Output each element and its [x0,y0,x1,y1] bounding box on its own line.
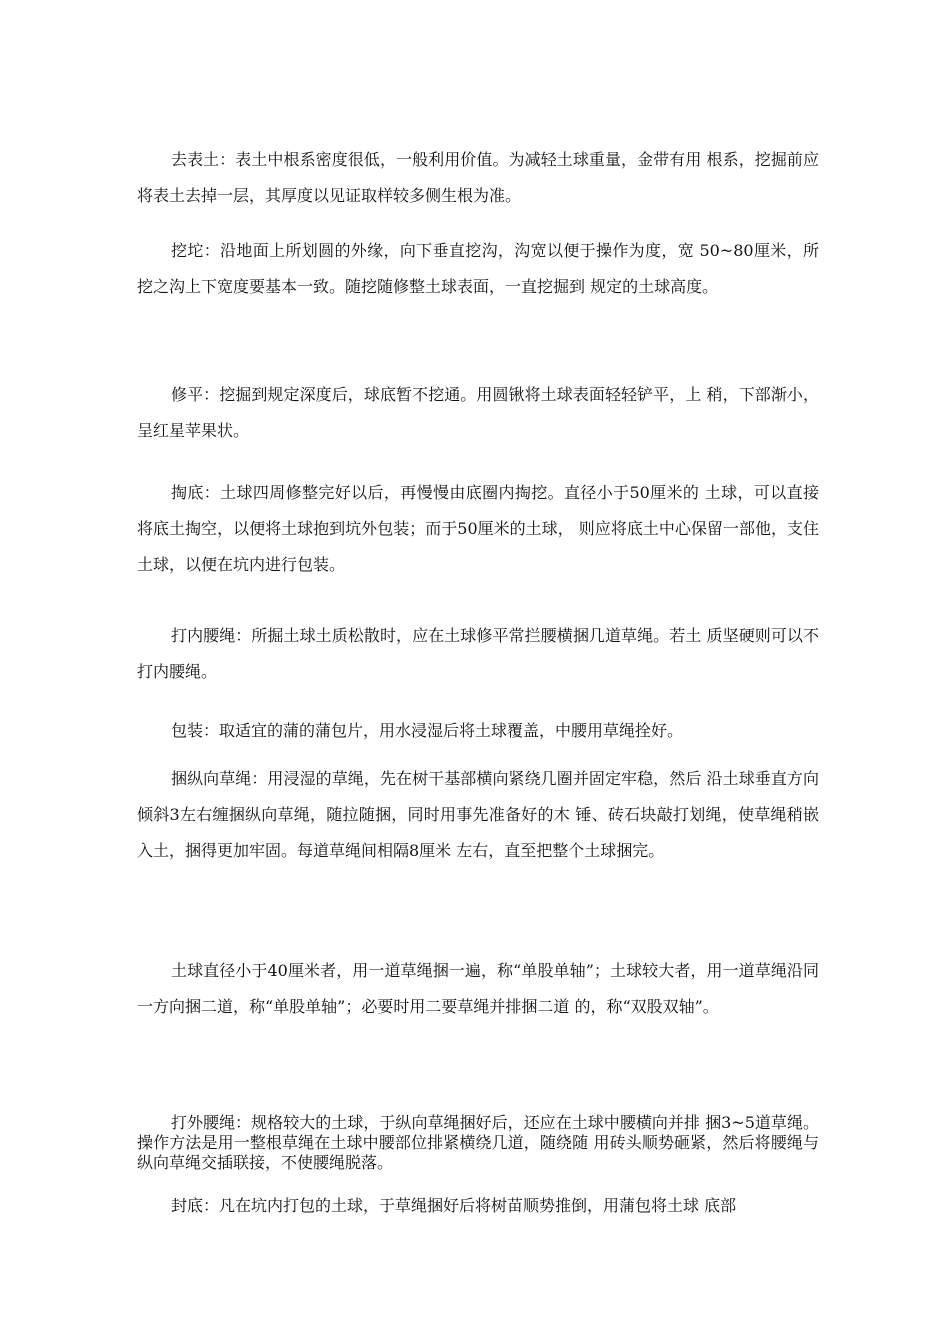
paragraph-seal-bottom: 封底：凡在坑内打包的土球，于草绳捆好后将树苗顺势推倒，用蒲包将土球 底部 [171,1196,737,1215]
paragraph-undercut: 掏底：土球四周修整完好以后，再慢慢由底圈内掏挖。直径小于50厘米的 土球，可以直接将底土掏空，以便将土球抱到坑外包装；而于50厘米的土球， 则应将底土中心保留一部他，支住土球，以便在坑内进行包装。 [137,483,819,574]
paragraph-inner-waist-rope: 打内腰绳：所掘土球土质松散时，应在土球修平常拦腰横捆几道草绳。若土 质坚硬则可以不打内腰绳。 [137,626,819,681]
paragraph-wrap: 包装：取适宜的蒲的蒲包片，用水浸湿后将土球覆盖，中腰用草绳拴好。 [171,721,684,740]
paragraph-outer-waist-rope: 打外腰绳：规格较大的土球，于纵向草绳捆好后，还应在土球中腰横向并排 捆3~5道草绳。操作方法是用一整根草绳在土球中腰部位排紧横绕几道，随绕随 用砖头顺势砸紧，然后将腰绳与纵向草绳交插联接，不使腰绳脱落。 [137,1113,819,1172]
paragraph-rope-types: 土球直径小于40厘米者，用一道草绳捆一遍，称“单股单轴”；土球较大者，用一道草绳沿同一方向捆二道，称“单股单轴”；必要时用二要草绳并排捆二道 的，称“双股双轴”。 [137,961,819,1016]
paragraph-dig-trench: 挖坨：沿地面上所划圆的外缘，向下垂直挖沟，沟宽以便于操作为度，宽 50~80厘米，所挖之沟上下宽度要基本一致。随挖随修整土球表面，一直挖掘到 规定的土球高度。 [137,241,819,296]
paragraph-remove-topsoil: 去表土：表土中根系密度很低，一般利用价值。为减轻土球重量，金带有用 根系，挖掘前应将表土去掉一层，其厚度以见证取样较多侧生根为准。 [137,150,819,205]
paragraph-vertical-rope: 捆纵向草绳：用浸湿的草绳，先在树干基部横向紧绕几圈并固定牢稳，然后 沿土球垂直方向倾斜3左右缠捆纵向草绳，随拉随捆，同时用事先准备好的木 锤、砖石块敲打划绳，使草绳稍嵌入土，捆得更加牢固。每道草绳间相隔8厘米 左右，直至把整个土球捆完。 [137,769,819,860]
paragraph-trim-ball: 修平：挖掘到规定深度后，球底暂不挖通。用圆锹将土球表面轻轻铲平，上 稍，下部渐小，呈红星苹果状。 [137,385,819,440]
